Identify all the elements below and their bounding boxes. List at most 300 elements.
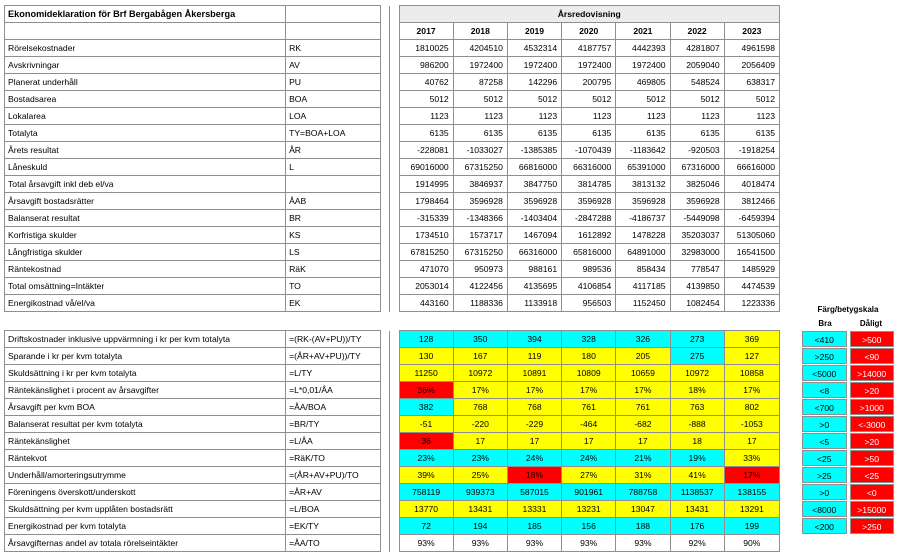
value-cell: 988161 xyxy=(507,261,561,278)
value-cell: 1972400 xyxy=(507,57,561,74)
value-cell: 6135 xyxy=(670,125,724,142)
kpi-value-cell: 328 xyxy=(562,331,616,348)
value-cell: -6459394 xyxy=(724,210,779,227)
value-cell: 1223336 xyxy=(724,295,779,312)
kpi-row xyxy=(5,399,780,416)
value-cell: -2847288 xyxy=(562,210,616,227)
kpi-label: Skuldsättning per kvm upplåten bostadsrätt xyxy=(5,501,286,518)
value-cell: 5012 xyxy=(724,91,779,108)
kpi-value-cell: 10809 xyxy=(562,365,616,382)
kpi-value-cell: 901961 xyxy=(562,484,616,501)
gap-cell xyxy=(390,108,399,125)
value-cell: 6135 xyxy=(453,125,507,142)
kpi-row xyxy=(5,365,780,382)
legend-row xyxy=(802,331,894,347)
kpi-row xyxy=(5,535,780,552)
kpi-value-cell: 36% xyxy=(399,382,453,399)
value-cell: -228081 xyxy=(399,142,453,159)
value-cell: 69016000 xyxy=(399,159,453,176)
legend-good-threshold: <8000 xyxy=(802,501,847,517)
kpi-value-cell: 802 xyxy=(724,399,779,416)
kpi-formula: =(ÅR+AV+PU)/TO xyxy=(286,467,381,484)
data-row xyxy=(5,176,780,193)
legend-good-threshold: <5000 xyxy=(802,365,847,381)
kpi-value-cell: 587015 xyxy=(507,484,561,501)
kpi-formula: =EK/TY xyxy=(286,518,381,535)
value-cell: 989536 xyxy=(562,261,616,278)
kpi-label: Räntekänslighet xyxy=(5,433,286,450)
kpi-value-cell: 92% xyxy=(670,535,724,552)
value-cell: 1123 xyxy=(399,108,453,125)
year-2022: 2022 xyxy=(670,23,724,40)
kpi-row xyxy=(5,382,780,399)
value-cell: 3847750 xyxy=(507,176,561,193)
gap-cell xyxy=(381,6,390,23)
legend-bad-threshold: <90 xyxy=(850,348,895,364)
value-cell: 1485929 xyxy=(724,261,779,278)
gap-cell xyxy=(381,142,390,159)
title-row xyxy=(5,6,780,23)
value-cell: 6135 xyxy=(399,125,453,142)
value-cell: 1972400 xyxy=(562,57,616,74)
spacer-row xyxy=(5,312,780,322)
kpi-value-cell: 180 xyxy=(562,348,616,365)
value-cell: 6135 xyxy=(616,125,670,142)
value-cell: -1918254 xyxy=(724,142,779,159)
row-code: LOA xyxy=(286,108,381,125)
value-cell: -4186737 xyxy=(616,210,670,227)
gap-cell xyxy=(381,91,390,108)
kpi-value-cell: 128 xyxy=(399,331,453,348)
value-cell: 3596928 xyxy=(616,193,670,210)
value-cell: 4281807 xyxy=(670,40,724,57)
kpi-value-cell: 18% xyxy=(507,467,561,484)
kpi-value-cell: 13291 xyxy=(724,501,779,518)
row-code: LS xyxy=(286,244,381,261)
kpi-value-cell: 1138537 xyxy=(670,484,724,501)
value-cell: 469805 xyxy=(616,74,670,91)
gap-cell xyxy=(381,467,390,484)
gap-cell xyxy=(381,261,390,278)
kpi-value-cell: 18 xyxy=(670,433,724,450)
value-cell: 4139850 xyxy=(670,278,724,295)
legend-row xyxy=(802,518,894,534)
value-cell: 443160 xyxy=(399,295,453,312)
row-code xyxy=(286,176,381,193)
row-label: Total omsättning=Intäkter xyxy=(5,278,286,295)
kpi-row xyxy=(5,433,780,450)
kpi-value-cell: 17 xyxy=(724,433,779,450)
kpi-value-cell: -888 xyxy=(670,416,724,433)
kpi-value-cell: 24% xyxy=(507,450,561,467)
legend-good-threshold: <700 xyxy=(802,399,847,415)
kpi-value-cell: 275 xyxy=(670,348,724,365)
gap-cell xyxy=(390,416,399,433)
value-cell: 3596928 xyxy=(670,193,724,210)
gap-cell xyxy=(390,382,399,399)
kpi-value-cell: 31% xyxy=(616,467,670,484)
value-cell: 66316000 xyxy=(562,159,616,176)
value-cell: 3814785 xyxy=(562,176,616,193)
gap-cell xyxy=(390,535,399,552)
value-cell: -1033027 xyxy=(453,142,507,159)
value-cell: 66616000 xyxy=(724,159,779,176)
row-code: TO xyxy=(286,278,381,295)
kpi-value-cell: 10972 xyxy=(453,365,507,382)
kpi-value-cell: 93% xyxy=(562,535,616,552)
kpi-value-cell: 90% xyxy=(724,535,779,552)
gap-cell xyxy=(381,348,390,365)
kpi-value-cell: 13431 xyxy=(670,501,724,518)
color-scale-legend xyxy=(802,303,894,535)
kpi-value-cell: 194 xyxy=(453,518,507,535)
kpi-row xyxy=(5,416,780,433)
kpi-value-cell: 17% xyxy=(616,382,670,399)
data-row xyxy=(5,159,780,176)
value-cell: 2056409 xyxy=(724,57,779,74)
kpi-row xyxy=(5,467,780,484)
value-cell: 858434 xyxy=(616,261,670,278)
kpi-row xyxy=(5,348,780,365)
gap-cell xyxy=(390,91,399,108)
gap-cell xyxy=(390,125,399,142)
legend-good-threshold: <410 xyxy=(802,331,847,347)
kpi-value-cell: 93% xyxy=(507,535,561,552)
gap-cell xyxy=(381,399,390,416)
value-cell: 142296 xyxy=(507,74,561,91)
value-cell: -1403404 xyxy=(507,210,561,227)
kpi-value-cell: -1053 xyxy=(724,416,779,433)
spacer-cell xyxy=(5,312,780,322)
legend-bad-threshold: <-3000 xyxy=(850,416,895,432)
row-code: EK xyxy=(286,295,381,312)
kpi-value-cell: 17 xyxy=(616,433,670,450)
value-cell: 1972400 xyxy=(453,57,507,74)
legend-title: Färg/betygskala xyxy=(817,304,879,314)
gap-cell xyxy=(390,193,399,210)
sheet-title: Ekonomideklaration för Brf Bergabågen Åkersberga xyxy=(5,6,286,23)
row-code: AV xyxy=(286,57,381,74)
value-cell: -1385385 xyxy=(507,142,561,159)
value-cell: 4187757 xyxy=(562,40,616,57)
gap-cell xyxy=(381,40,390,57)
kpi-value-cell: 10972 xyxy=(670,365,724,382)
row-label: Lokalarea xyxy=(5,108,286,125)
kpi-label: Energikostnad per kvm totalyta xyxy=(5,518,286,535)
data-row xyxy=(5,278,780,295)
kpi-value-cell: 13231 xyxy=(562,501,616,518)
row-label: Avskrivningar xyxy=(5,57,286,74)
row-code: L xyxy=(286,159,381,176)
empty-cell xyxy=(286,23,381,40)
legend-header xyxy=(802,317,894,331)
legend-bad-threshold: >250 xyxy=(850,518,895,534)
gap-cell xyxy=(390,227,399,244)
value-cell: 1734510 xyxy=(399,227,453,244)
gap-cell xyxy=(381,57,390,74)
gap-cell xyxy=(390,484,399,501)
kpi-value-cell: 176 xyxy=(670,518,724,535)
kpi-value-cell: -220 xyxy=(453,416,507,433)
kpi-value-cell: 41% xyxy=(670,467,724,484)
legend-good-threshold: <5 xyxy=(802,433,847,449)
empty-cell xyxy=(5,23,286,40)
kpi-value-cell: 156 xyxy=(562,518,616,535)
value-cell: 4204510 xyxy=(453,40,507,57)
gap-cell xyxy=(381,108,390,125)
value-cell: 1810025 xyxy=(399,40,453,57)
row-label: Energikostnad vå/el/va xyxy=(5,295,286,312)
row-label: Bostadsarea xyxy=(5,91,286,108)
kpi-row xyxy=(5,518,780,535)
kpi-value-cell: 273 xyxy=(670,331,724,348)
kpi-formula: =ÅA/TO xyxy=(286,535,381,552)
value-cell: 65816000 xyxy=(562,244,616,261)
kpi-value-cell: 185 xyxy=(507,518,561,535)
row-code: TY=BOA+LOA xyxy=(286,125,381,142)
legend-row xyxy=(802,450,894,466)
year-header-row xyxy=(5,23,780,40)
kpi-formula: =(RK-(AV+PU))/TY xyxy=(286,331,381,348)
section-header: Årsredovisning xyxy=(399,6,780,23)
kpi-value-cell: 17% xyxy=(562,382,616,399)
kpi-value-cell: 17% xyxy=(453,382,507,399)
kpi-formula: =ÅR+AV xyxy=(286,484,381,501)
gap-cell xyxy=(390,450,399,467)
value-cell: 65391000 xyxy=(616,159,670,176)
kpi-value-cell: 93% xyxy=(453,535,507,552)
value-cell: 638317 xyxy=(724,74,779,91)
legend-row xyxy=(802,348,894,364)
legend-bad-threshold: <25 xyxy=(850,467,895,483)
value-cell: 32983000 xyxy=(670,244,724,261)
row-code: RK xyxy=(286,40,381,57)
value-cell: 67315250 xyxy=(453,244,507,261)
legend-good-threshold: <200 xyxy=(802,518,847,534)
kpi-value-cell: -682 xyxy=(616,416,670,433)
kpi-value-cell: 10858 xyxy=(724,365,779,382)
value-cell: 6135 xyxy=(724,125,779,142)
value-cell: 3596928 xyxy=(507,193,561,210)
legend-good-threshold: <8 xyxy=(802,382,847,398)
value-cell: 16541500 xyxy=(724,244,779,261)
legend-bad-label: Dåligt xyxy=(859,318,883,328)
data-row xyxy=(5,142,780,159)
gap-cell xyxy=(390,142,399,159)
kpi-value-cell: 11250 xyxy=(399,365,453,382)
kpi-value-cell: 13331 xyxy=(507,501,561,518)
data-row xyxy=(5,244,780,261)
kpi-formula: =L/BOA xyxy=(286,501,381,518)
kpi-value-cell: -464 xyxy=(562,416,616,433)
kpi-value-cell: 130 xyxy=(399,348,453,365)
kpi-value-cell: 758119 xyxy=(399,484,453,501)
value-cell: 67315250 xyxy=(453,159,507,176)
value-cell: 66816000 xyxy=(507,159,561,176)
gap-cell xyxy=(390,399,399,416)
value-cell: 1573717 xyxy=(453,227,507,244)
value-cell: 4532314 xyxy=(507,40,561,57)
value-cell: 956503 xyxy=(562,295,616,312)
legend-row xyxy=(802,467,894,483)
kpi-value-cell: 761 xyxy=(562,399,616,416)
row-code: BR xyxy=(286,210,381,227)
legend-bad-threshold: >500 xyxy=(850,331,895,347)
kpi-label: Underhåll/amorteringsutrymme xyxy=(5,467,286,484)
legend-row xyxy=(802,365,894,381)
legend-row xyxy=(802,433,894,449)
kpi-formula: =ÅA/BOA xyxy=(286,399,381,416)
kpi-value-cell: 33% xyxy=(724,450,779,467)
value-cell: 3596928 xyxy=(453,193,507,210)
value-cell: 6135 xyxy=(507,125,561,142)
kpi-value-cell: 17 xyxy=(453,433,507,450)
year-2020: 2020 xyxy=(562,23,616,40)
kpi-value-cell: 24% xyxy=(562,450,616,467)
kpi-value-cell: 369 xyxy=(724,331,779,348)
gap-cell xyxy=(381,416,390,433)
data-row xyxy=(5,261,780,278)
kpi-formula: =L*0,01/ÅA xyxy=(286,382,381,399)
value-cell: 1123 xyxy=(724,108,779,125)
gap-cell xyxy=(390,23,399,40)
value-cell: 1972400 xyxy=(616,57,670,74)
data-row xyxy=(5,227,780,244)
value-cell: -315339 xyxy=(399,210,453,227)
gap-cell xyxy=(381,382,390,399)
legend-good-threshold: <25 xyxy=(802,450,847,466)
kpi-value-cell: 18% xyxy=(670,382,724,399)
value-cell: 1478228 xyxy=(616,227,670,244)
value-cell: 6135 xyxy=(562,125,616,142)
value-cell: 1082454 xyxy=(670,295,724,312)
kpi-value-cell: 10659 xyxy=(616,365,670,382)
kpi-value-cell: 25% xyxy=(453,467,507,484)
kpi-value-cell: 19% xyxy=(670,450,724,467)
value-cell: 2053014 xyxy=(399,278,453,295)
data-row xyxy=(5,57,780,74)
kpi-value-cell: 17% xyxy=(724,382,779,399)
row-code: ÅAB xyxy=(286,193,381,210)
value-cell: 66316000 xyxy=(507,244,561,261)
value-cell: 5012 xyxy=(399,91,453,108)
data-row xyxy=(5,295,780,312)
kpi-formula: =L/ÅA xyxy=(286,433,381,450)
value-cell: 1612892 xyxy=(562,227,616,244)
value-cell: 40762 xyxy=(399,74,453,91)
value-cell: 5012 xyxy=(507,91,561,108)
legend-bad-threshold: >15000 xyxy=(850,501,895,517)
gap-cell xyxy=(390,40,399,57)
value-cell: -1183642 xyxy=(616,142,670,159)
value-cell: 3596928 xyxy=(562,193,616,210)
kpi-value-cell: 21% xyxy=(616,450,670,467)
gap-cell xyxy=(390,331,399,348)
row-label: Totalyta xyxy=(5,125,286,142)
value-cell: 5012 xyxy=(616,91,670,108)
value-cell: 4106854 xyxy=(562,278,616,295)
value-cell: 67815250 xyxy=(399,244,453,261)
value-cell: 1123 xyxy=(453,108,507,125)
gap-cell xyxy=(381,278,390,295)
kpi-label: Räntekvot xyxy=(5,450,286,467)
legend-bad-threshold: >20 xyxy=(850,433,895,449)
value-cell: 1798464 xyxy=(399,193,453,210)
legend-good-threshold: >250 xyxy=(802,348,847,364)
value-cell: 4122456 xyxy=(453,278,507,295)
gap-cell xyxy=(381,193,390,210)
legend-good-threshold: >0 xyxy=(802,484,847,500)
legend-bad-threshold: >1000 xyxy=(850,399,895,415)
kpi-value-cell: 138155 xyxy=(724,484,779,501)
kpi-value-cell: 13047 xyxy=(616,501,670,518)
kpi-value-cell: 119 xyxy=(507,348,561,365)
value-cell: -1348366 xyxy=(453,210,507,227)
gap-cell xyxy=(381,484,390,501)
row-code: BOA xyxy=(286,91,381,108)
kpi-value-cell: 17 xyxy=(507,433,561,450)
value-cell: 4117185 xyxy=(616,278,670,295)
kpi-value-cell: 394 xyxy=(507,331,561,348)
gap-cell xyxy=(390,6,399,23)
kpi-value-cell: 13770 xyxy=(399,501,453,518)
kpi-value-cell: 27% xyxy=(562,467,616,484)
value-cell: -5449098 xyxy=(670,210,724,227)
legend-good-threshold: >0 xyxy=(802,416,847,432)
kpi-value-cell: 17 xyxy=(562,433,616,450)
value-cell: 2059040 xyxy=(670,57,724,74)
value-cell: 4961598 xyxy=(724,40,779,57)
gap-cell xyxy=(390,244,399,261)
kpi-row xyxy=(5,450,780,467)
gap-cell xyxy=(381,518,390,535)
gap-cell xyxy=(390,57,399,74)
kpi-value-cell: 23% xyxy=(399,450,453,467)
year-2019: 2019 xyxy=(507,23,561,40)
kpi-value-cell: 326 xyxy=(616,331,670,348)
kpi-value-cell: 768 xyxy=(507,399,561,416)
gap-cell xyxy=(390,501,399,518)
value-cell: 548524 xyxy=(670,74,724,91)
row-label: Långfristiga skulder xyxy=(5,244,286,261)
kpi-value-cell: 763 xyxy=(670,399,724,416)
kpi-value-cell: 39% xyxy=(399,467,453,484)
empty-cell xyxy=(286,6,381,23)
gap-cell xyxy=(381,331,390,348)
gap-cell xyxy=(390,467,399,484)
legend-good-label: Bra xyxy=(818,318,832,328)
kpi-value-cell: 93% xyxy=(399,535,453,552)
row-label: Korfristiga skulder xyxy=(5,227,286,244)
value-cell: 3825046 xyxy=(670,176,724,193)
kpi-value-cell: 127 xyxy=(724,348,779,365)
kpi-value-cell: 205 xyxy=(616,348,670,365)
kpi-formula: =(ÅR+AV+PU))/TY xyxy=(286,348,381,365)
data-row xyxy=(5,125,780,142)
row-label: Balanserat resultat xyxy=(5,210,286,227)
value-cell: 64891000 xyxy=(616,244,670,261)
kpi-value-cell: -229 xyxy=(507,416,561,433)
kpi-formula: =L/TY xyxy=(286,365,381,382)
gap-cell xyxy=(381,450,390,467)
value-cell: 1123 xyxy=(507,108,561,125)
year-2018: 2018 xyxy=(453,23,507,40)
value-cell: 5012 xyxy=(453,91,507,108)
gap-cell xyxy=(381,210,390,227)
kpi-value-cell: 36 xyxy=(399,433,453,450)
kpi-row xyxy=(5,501,780,518)
kpi-value-cell: 768 xyxy=(453,399,507,416)
